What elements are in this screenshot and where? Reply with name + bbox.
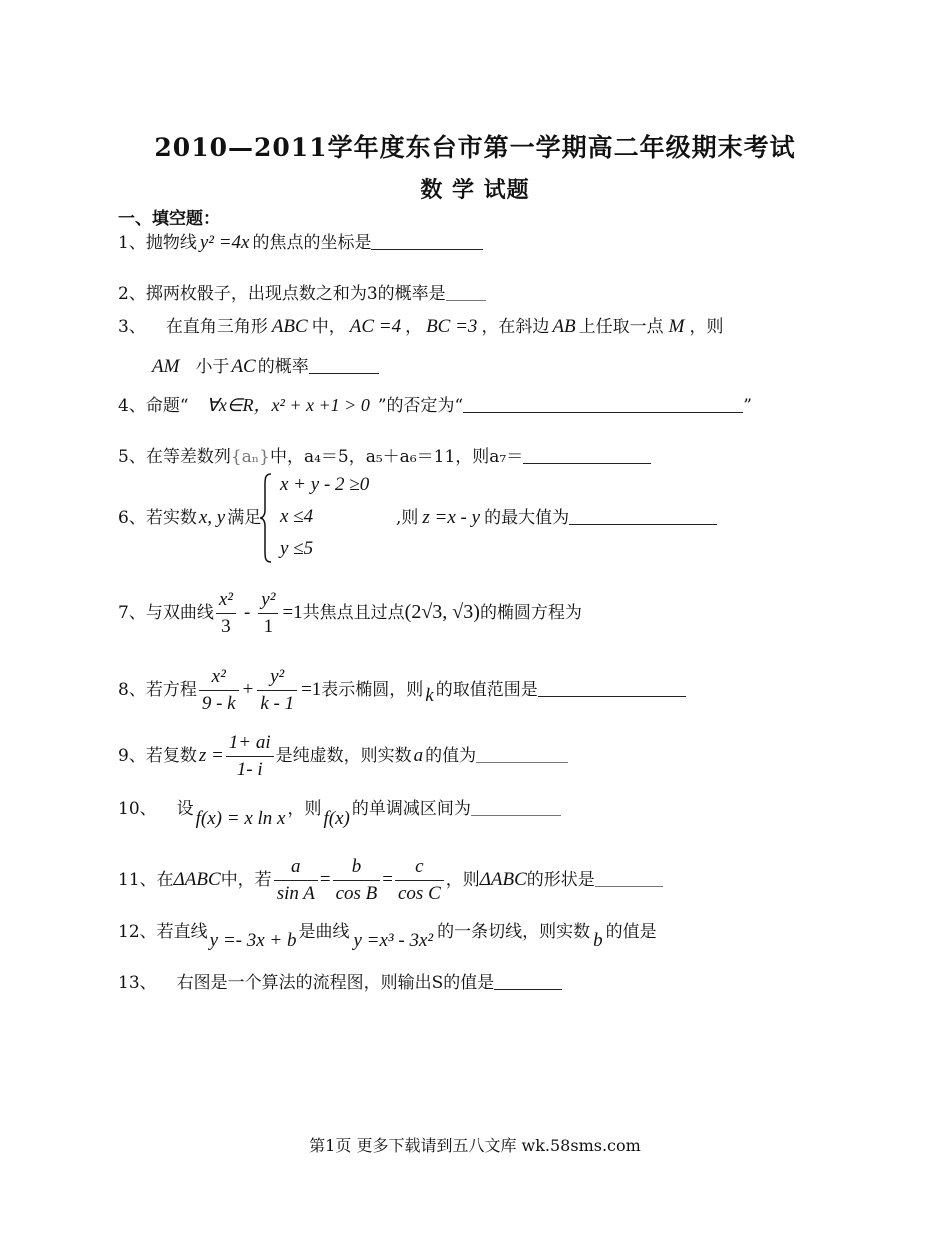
q12-text-2: 是曲线: [298, 922, 350, 942]
q12-text-4: 的值是: [605, 922, 657, 942]
q2-text: 掷两枚骰子，出现点数之和为3的概率是: [145, 284, 446, 304]
q3-text-7: 的概率: [257, 357, 309, 377]
q9-number: 9、: [118, 746, 146, 766]
question-3: [118, 316, 723, 338]
q12-text: 若直线: [156, 922, 208, 942]
q4-answer-blank[interactable]: [463, 395, 743, 413]
q7-minus: -: [243, 602, 251, 623]
page-title: 2010—2011学年度东台市第一学期高二年级期末考试: [154, 133, 796, 162]
q12-text-3: 的一条切线，则实数: [437, 922, 591, 942]
question-2: [118, 283, 486, 305]
q9-a: a: [413, 745, 424, 766]
q1-answer-blank[interactable]: [371, 232, 483, 250]
q9-denominator: 1- i: [236, 759, 263, 780]
q5-text-2: 中，: [269, 447, 304, 467]
q6-constraint-3: y ≤5: [280, 538, 314, 559]
q6-text-2: 满足: [227, 508, 262, 528]
q12-number: 12、: [118, 922, 157, 942]
q10-function: f(x) = x ln x: [195, 808, 286, 829]
q7-equals: =1: [282, 602, 303, 623]
q9-text-2: 是纯虚数，则实数: [275, 746, 412, 766]
question-9: [118, 728, 568, 784]
q12-line: y =- 3x + b: [209, 930, 297, 951]
q5-number: 5、: [118, 447, 146, 467]
q4-proposition: ∀x∈R，x² + x +1 > 0: [206, 395, 370, 415]
q4-text-2: ”的否定为“: [377, 396, 464, 416]
question-6-tail: [396, 507, 717, 529]
q7-text-2: 共焦点且过点: [302, 603, 405, 623]
question-7: [118, 584, 582, 641]
left-brace-icon: [258, 472, 274, 564]
q6-text-4: 的最大值为: [484, 508, 570, 528]
q3-text-5: ，则: [689, 317, 724, 337]
q9-fraction: [226, 731, 274, 782]
q13-text: 右图是一个算法的流程图，则输出S的值是: [176, 973, 495, 993]
q12-b: b: [593, 930, 603, 951]
q3-am: AM: [152, 356, 180, 377]
q3-point-m: M: [668, 316, 685, 337]
q8-equals: =1: [301, 679, 322, 700]
q8-denominator-2: k - 1: [260, 693, 295, 714]
q11-number: 11、: [118, 870, 157, 890]
q8-text-2: 表示椭圆，则: [321, 680, 424, 700]
q6-constraint-system: [258, 472, 408, 564]
q11-denominator-2: cos B: [335, 883, 378, 904]
q8-fraction-2: [257, 665, 297, 716]
q4-number: 4、: [118, 396, 146, 416]
q11-denominator-3: cos C: [398, 883, 441, 904]
question-11: [118, 852, 663, 908]
q3-comma: ，: [405, 317, 423, 337]
q7-point: (2√3, √3): [404, 601, 480, 623]
q8-k: k: [425, 685, 434, 706]
q11-triangle-2: ΔABC: [479, 869, 527, 890]
q7-denominator-1: 3: [221, 616, 231, 637]
q10-answer-blank[interactable]: [471, 798, 561, 816]
q5-answer-blank[interactable]: [523, 446, 651, 464]
q3-ac: AC =4: [349, 316, 402, 337]
question-13: [118, 972, 562, 994]
q3-text-2: 中，: [311, 317, 346, 337]
question-4: [118, 394, 752, 417]
q6-answer-blank[interactable]: [569, 507, 717, 525]
q11-triangle: ΔABC: [173, 869, 221, 890]
q11-fraction-3: [395, 855, 444, 906]
q2-number: 2、: [118, 284, 146, 304]
q8-text: 若方程: [145, 680, 197, 700]
q8-plus: +: [242, 679, 254, 700]
page-subtitle: 数 学 试题: [420, 177, 530, 203]
q5-sequence: {aₙ}: [230, 447, 270, 467]
q9-text-3: 的值为: [425, 746, 477, 766]
q8-text-3: 的取值范围是: [435, 680, 538, 700]
q5-a4: a₄＝5，: [303, 447, 366, 467]
q6-vars: x, y: [198, 507, 226, 528]
q1-text-2: 的焦点的坐标是: [252, 233, 372, 253]
q7-numerator-2: y²: [258, 588, 278, 614]
q6-number: 6、: [118, 508, 146, 528]
q4-text: 命题“: [145, 396, 189, 416]
q3-ab: AB: [552, 316, 576, 337]
q11-equals-1: =: [319, 869, 331, 890]
q11-denominator-1: sin A: [276, 883, 315, 904]
q11-answer-blank[interactable]: [595, 869, 663, 887]
q3-ac-2: AC: [231, 356, 256, 377]
q7-denominator-2: 1: [263, 616, 274, 637]
q10-text: 设: [176, 799, 194, 819]
q6-objective: z =x - y: [422, 507, 481, 528]
q10-text-2: ，则: [287, 799, 322, 819]
q11-text: 在: [156, 870, 174, 890]
q7-text: 与双曲线: [145, 603, 214, 623]
q8-numerator-1: x²: [199, 665, 239, 691]
q5-text: 在等差数列: [145, 447, 231, 467]
q8-numerator-2: y²: [257, 665, 297, 691]
q3-number: 3、: [118, 317, 146, 337]
q11-equals-2: =: [382, 869, 393, 890]
q3-text-6: 小于: [195, 357, 230, 377]
q3-triangle: ABC: [271, 316, 308, 337]
question-3-line-2: [152, 356, 379, 378]
q7-fraction-1: [216, 588, 236, 639]
q11-text-3: ，则: [445, 870, 480, 890]
q3-text-3: ，在斜边: [481, 317, 550, 337]
q13-number: 13、: [118, 973, 157, 993]
q7-fraction-2: [258, 588, 278, 639]
q6-text-3: ,则: [396, 508, 419, 528]
q11-text-2: 中，若: [220, 870, 272, 890]
q7-text-3: 的椭圆方程为: [479, 603, 582, 623]
question-10: [118, 798, 561, 830]
q2-answer-blank[interactable]: [446, 283, 486, 301]
q1-text: 抛物线: [145, 233, 197, 253]
q8-denominator-1: 9 - k: [201, 693, 236, 714]
q3-bc: BC =3: [426, 316, 478, 337]
q5-a7: a₇＝: [489, 447, 524, 467]
q9-text: 若复数: [145, 746, 197, 766]
q3-text-4: 上任取一点: [578, 317, 664, 337]
q6-text: 若实数: [145, 508, 197, 528]
question-5: [118, 446, 651, 468]
q1-equation: y² =4x: [199, 232, 250, 253]
q8-fraction-1: [199, 665, 239, 716]
q5-a56: a₅＋a₆＝11，则: [365, 447, 490, 467]
q10-number: 10、: [118, 799, 157, 819]
q3-answer-blank[interactable]: [309, 356, 379, 374]
q4-text-3: ”: [743, 396, 752, 416]
q11-numerator-3: c: [395, 855, 444, 881]
q6-constraint-2: x ≤4: [280, 506, 314, 527]
q3-text: 在直角三角形: [165, 317, 268, 337]
question-8: [118, 662, 686, 724]
q11-numerator-1: a: [274, 855, 318, 881]
section-heading: 一、填空题：: [118, 209, 220, 229]
q11-fraction-1: [274, 855, 318, 906]
q7-numerator-1: x²: [216, 588, 236, 614]
question-1: [118, 232, 483, 254]
question-6: [118, 507, 261, 529]
q9-numerator: 1+ ai: [226, 731, 274, 757]
q9-z: z =: [198, 745, 224, 766]
q1-number: 1、: [118, 233, 146, 253]
q8-number: 8、: [118, 680, 146, 700]
q6-constraint-1: x + y - 2 ≥0: [280, 474, 370, 495]
q12-curve: y =x³ - 3x²: [353, 930, 434, 951]
question-12: [118, 921, 657, 952]
q10-function-2: f(x): [323, 808, 350, 829]
q10-text-3: 的单调减区间为: [351, 799, 471, 819]
q7-number: 7、: [118, 603, 146, 623]
q9-answer-blank[interactable]: [476, 745, 568, 763]
page-footer: 第1页 更多下载请到五八文库 wk.58sms.com: [309, 1136, 641, 1155]
q11-text-4: 的形状是: [526, 870, 595, 890]
q13-answer-blank[interactable]: [494, 972, 562, 990]
q8-answer-blank[interactable]: [538, 679, 686, 697]
q11-numerator-2: b: [333, 855, 381, 881]
q11-fraction-2: [333, 855, 381, 906]
